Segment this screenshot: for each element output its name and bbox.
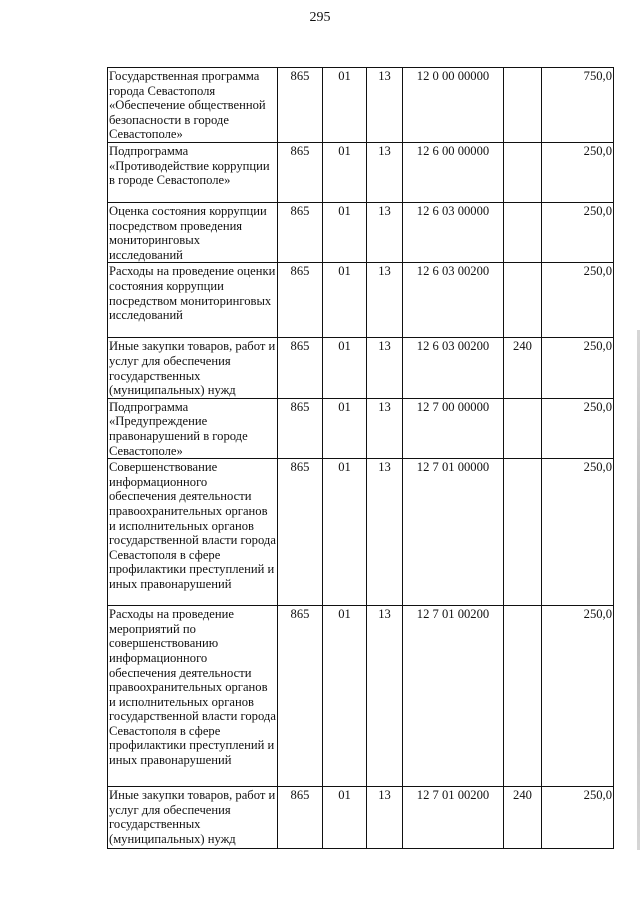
cell-section: 01 (323, 263, 367, 338)
cell-subsection: 13 (367, 606, 403, 787)
cell-name: Подпрограмма «Предупреждение правонарушений в городе Севастополе» (108, 398, 278, 458)
cell-name: Подпрограмма «Противодействие коррупции в городе Севастополе» (108, 143, 278, 203)
cell-expense-type (504, 398, 542, 458)
cell-subsection: 13 (367, 143, 403, 203)
cell-amount: 250,0 (542, 203, 614, 263)
cell-section: 01 (323, 398, 367, 458)
cell-expense-type (504, 606, 542, 787)
cell-name: Совершенствование информационного обеспечения деятельности правоохранительных органов и исполнительных органов государственной власти города Севастополя в сфере профилактики преступлений и иных правонарушений (108, 459, 278, 606)
cell-subsection: 13 (367, 263, 403, 338)
cell-ved: 865 (278, 606, 323, 787)
table-row (108, 787, 614, 849)
cell-ved: 865 (278, 398, 323, 458)
cell-ved: 865 (278, 459, 323, 606)
cell-name: Иные закупки товаров, работ и услуг для обеспечения государственных (муниципальных) нужд (108, 338, 278, 398)
cell-ved: 865 (278, 68, 323, 143)
cell-target-article: 12 7 00 00000 (403, 398, 504, 458)
cell-amount: 250,0 (542, 338, 614, 398)
cell-ved: 865 (278, 263, 323, 338)
cell-section: 01 (323, 203, 367, 263)
cell-amount: 250,0 (542, 606, 614, 787)
cell-expense-type (504, 143, 542, 203)
cell-name: Иные закупки товаров, работ и услуг для обеспечения государственных (муниципальных) нужд (108, 787, 278, 849)
cell-ved: 865 (278, 338, 323, 398)
table-row (108, 263, 614, 338)
cell-ved: 865 (278, 203, 323, 263)
cell-target-article: 12 6 03 00000 (403, 203, 504, 263)
cell-expense-type (504, 263, 542, 338)
cell-ved: 865 (278, 143, 323, 203)
budget-table (107, 67, 614, 849)
cell-expense-type (504, 459, 542, 606)
cell-name: Оценка состояния коррупции посредством проведения мониторинговых исследований (108, 203, 278, 263)
cell-subsection: 13 (367, 338, 403, 398)
cell-section: 01 (323, 68, 367, 143)
cell-amount: 250,0 (542, 459, 614, 606)
cell-amount: 250,0 (542, 143, 614, 203)
cell-target-article: 12 6 00 00000 (403, 143, 504, 203)
cell-expense-type: 240 (504, 787, 542, 849)
cell-subsection: 13 (367, 203, 403, 263)
cell-subsection: 13 (367, 68, 403, 143)
cell-name: Государственная программа города Севастополя «Обеспечение общественной безопасности в городе Севастополе» (108, 68, 278, 143)
table-row (108, 459, 614, 606)
table-row (108, 143, 614, 203)
cell-section: 01 (323, 338, 367, 398)
cell-target-article: 12 6 03 00200 (403, 338, 504, 398)
cell-subsection: 13 (367, 787, 403, 849)
table-row (108, 606, 614, 787)
table-row (108, 68, 614, 143)
cell-expense-type: 240 (504, 338, 542, 398)
cell-section: 01 (323, 459, 367, 606)
table-row (108, 398, 614, 458)
cell-target-article: 12 7 01 00200 (403, 606, 504, 787)
table-row (108, 203, 614, 263)
cell-name: Расходы на проведение мероприятий по совершенствованию информационного обеспечения деятельности правоохранительных органов и исполнительных органов государственной власти города Севастополя в сфере профилактики преступлений и иных правонарушений (108, 606, 278, 787)
table-body (108, 68, 614, 849)
cell-section: 01 (323, 787, 367, 849)
cell-target-article: 12 7 01 00200 (403, 787, 504, 849)
cell-target-article: 12 7 01 00000 (403, 459, 504, 606)
cell-expense-type (504, 203, 542, 263)
cell-expense-type (504, 68, 542, 143)
cell-target-article: 12 6 03 00200 (403, 263, 504, 338)
cell-subsection: 13 (367, 459, 403, 606)
cell-amount: 250,0 (542, 787, 614, 849)
cell-section: 01 (323, 143, 367, 203)
cell-section: 01 (323, 606, 367, 787)
cell-target-article: 12 0 00 00000 (403, 68, 504, 143)
cell-subsection: 13 (367, 398, 403, 458)
cell-ved: 865 (278, 787, 323, 849)
cell-amount: 750,0 (542, 68, 614, 143)
page-number: 295 (309, 10, 331, 25)
table-row (108, 338, 614, 398)
cell-amount: 250,0 (542, 398, 614, 458)
cell-amount: 250,0 (542, 263, 614, 338)
cell-name: Расходы на проведение оценки состояния коррупции посредством мониторинговых исследований (108, 263, 278, 338)
